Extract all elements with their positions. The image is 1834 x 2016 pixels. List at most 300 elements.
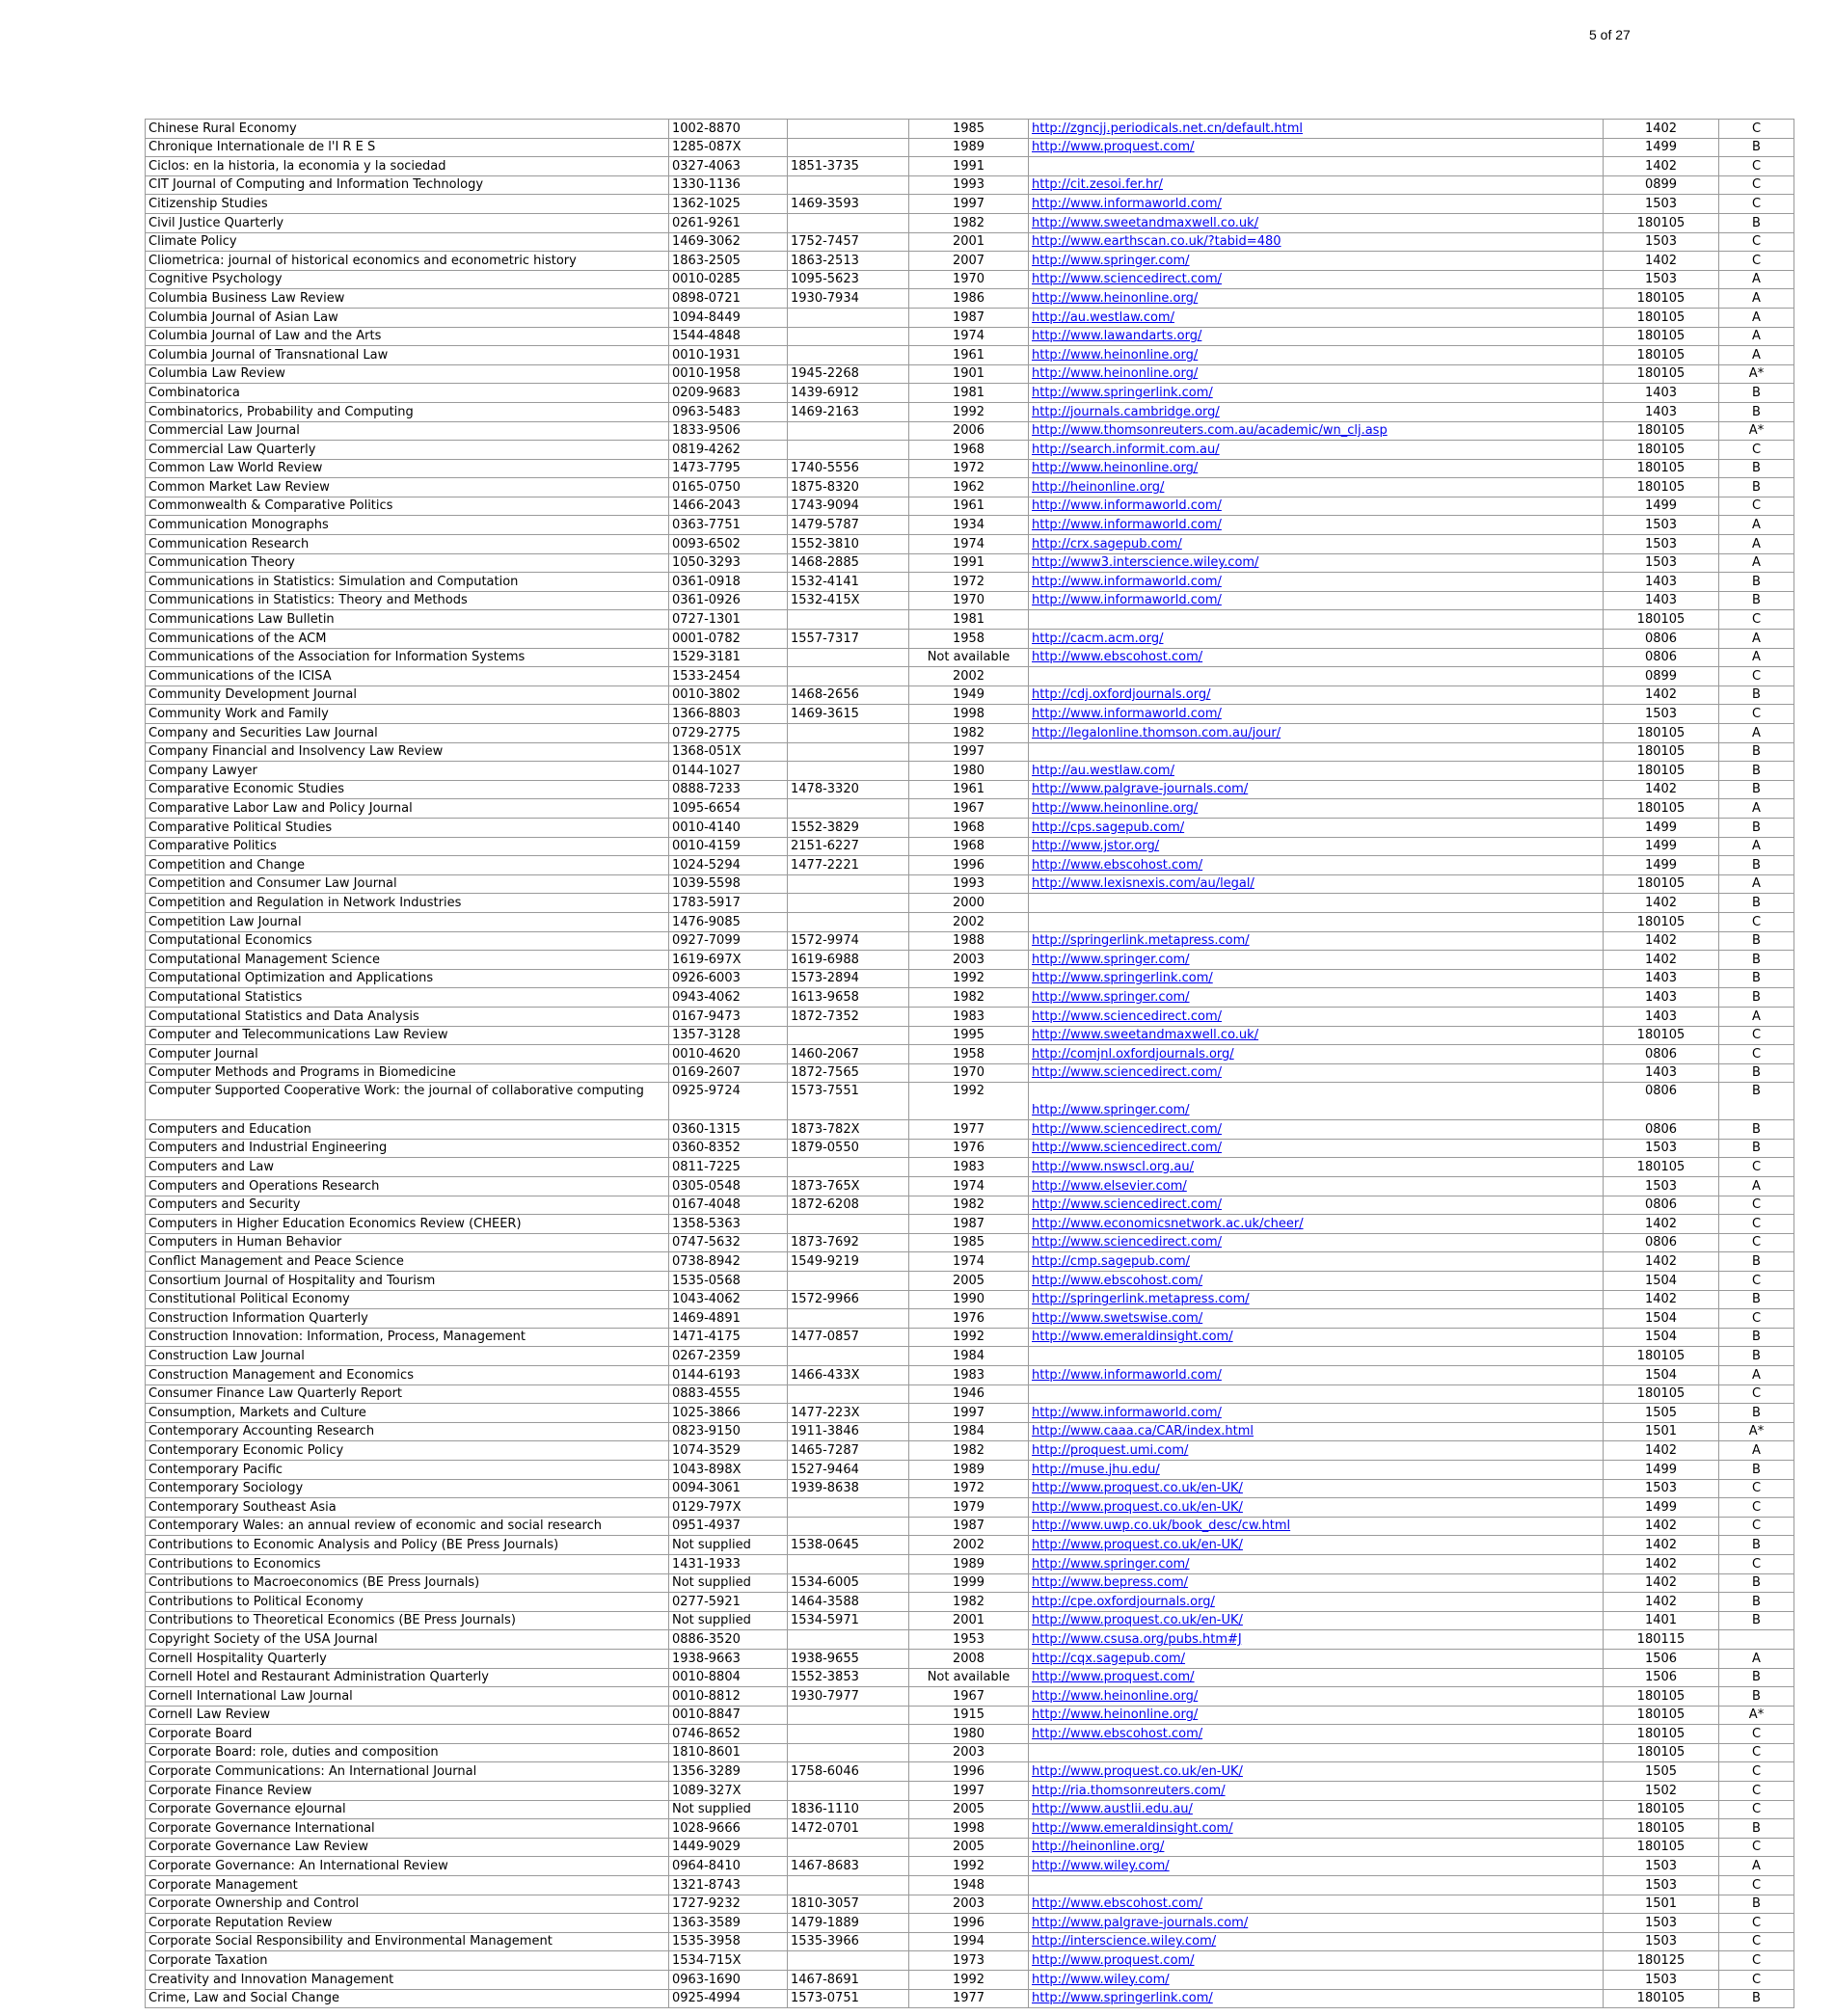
journal-title-cell: Company and Securities Law Journal xyxy=(146,724,669,743)
rank-cell: A xyxy=(1719,837,1794,856)
journal-url-link[interactable]: http://www.proquest.co.uk/en-UK/ xyxy=(1032,1613,1243,1628)
field-code-cell: 180105 xyxy=(1604,1158,1719,1177)
start-year-cell: 1996 xyxy=(909,1762,1029,1782)
journal-url-link[interactable]: http://www.informaworld.com/ xyxy=(1032,593,1222,608)
table-row xyxy=(146,1593,1794,1612)
journal-url-link[interactable]: http://legalonline.thomson.com.au/jour/ xyxy=(1032,725,1281,740)
journal-url-link[interactable]: http://www.jstor.org/ xyxy=(1032,839,1160,854)
table-row xyxy=(146,1762,1794,1782)
journal-title-cell: Cornell Hotel and Restaurant Administration Quarterly xyxy=(146,1668,669,1687)
journal-url-link[interactable]: http://interscience.wiley.com/ xyxy=(1032,1934,1217,1949)
journal-url-link[interactable]: http://www.proquest.com/ xyxy=(1032,1953,1195,1968)
eissn-cell: 1535-3966 xyxy=(788,1932,909,1951)
issn-cell: 0327-4063 xyxy=(669,157,788,176)
field-code-cell: 180105 xyxy=(1604,327,1719,346)
journal-url-link[interactable]: http://www.proquest.com/ xyxy=(1032,140,1195,155)
journal-url-link[interactable]: http://www.ebscohost.com/ xyxy=(1032,650,1203,665)
journal-url-link[interactable]: http://search.informit.com.au/ xyxy=(1032,442,1220,457)
url-cell xyxy=(1029,1422,1604,1441)
start-year-cell: 1992 xyxy=(909,1083,1029,1120)
start-year-cell: 2007 xyxy=(909,252,1029,271)
issn-cell: 1043-898X xyxy=(669,1460,788,1479)
field-code-cell: 1403 xyxy=(1604,1007,1719,1026)
journal-title-cell: Computer Supported Cooperative Work: the journal of collaborative computing xyxy=(146,1083,669,1120)
start-year-cell: 2005 xyxy=(909,1838,1029,1857)
issn-cell: 1863-2505 xyxy=(669,252,788,271)
journal-url-link[interactable]: http://zgncjj.periodicals.net.cn/default.html xyxy=(1032,121,1304,136)
table-row xyxy=(146,441,1794,460)
table-row xyxy=(146,724,1794,743)
field-code-cell: 1506 xyxy=(1604,1649,1719,1668)
journal-url-link[interactable]: http://www.proquest.co.uk/en-UK/ xyxy=(1032,1764,1243,1780)
issn-cell: Not supplied xyxy=(669,1800,788,1819)
journal-url-link[interactable]: http://www.caaa.ca/CAR/index.html xyxy=(1032,1424,1254,1439)
table-row xyxy=(146,874,1794,894)
rank-cell: C xyxy=(1719,1762,1794,1782)
table-row xyxy=(146,1668,1794,1687)
field-code-cell: 180105 xyxy=(1604,1026,1719,1045)
issn-cell: 0963-1690 xyxy=(669,1971,788,1990)
journal-url-link[interactable]: http://www.heinonline.org/ xyxy=(1032,1707,1199,1723)
field-code-cell: 1402 xyxy=(1604,1573,1719,1593)
issn-cell: 1544-4848 xyxy=(669,327,788,346)
url-cell xyxy=(1029,1479,1604,1498)
rank-cell: B xyxy=(1719,1536,1794,1555)
journal-url-link[interactable]: http://www.springer.com/ xyxy=(1032,952,1190,967)
eissn-cell: 1464-3588 xyxy=(788,1593,909,1612)
rank-cell: C xyxy=(1719,157,1794,176)
issn-cell: 0010-8804 xyxy=(669,1668,788,1687)
journal-title-cell: Computers and Education xyxy=(146,1120,669,1140)
start-year-cell: 1946 xyxy=(909,1384,1029,1404)
field-code-cell: 0899 xyxy=(1604,667,1719,686)
journal-url-link[interactable]: http://www.sciencedirect.com/ xyxy=(1032,1008,1223,1024)
journal-url-link[interactable]: http://www.proquest.co.uk/en-UK/ xyxy=(1032,1481,1243,1496)
journal-url-link[interactable]: http://www.heinonline.org/ xyxy=(1032,1688,1199,1704)
journal-url-link[interactable]: http://www.informaworld.com/ xyxy=(1032,518,1222,533)
journal-url-link[interactable]: http://www.proquest.com/ xyxy=(1032,1670,1195,1685)
eissn-cell xyxy=(788,874,909,894)
journal-title-cell: Community Development Journal xyxy=(146,685,669,705)
journal-url-link[interactable]: http://www.ebscohost.com/ xyxy=(1032,857,1203,873)
journal-url-link[interactable]: http://cdj.oxfordjournals.org/ xyxy=(1032,687,1211,703)
journal-url-link[interactable]: http://www.emeraldinsight.com/ xyxy=(1032,1330,1233,1345)
journal-rows xyxy=(146,120,1794,2008)
journal-url-link[interactable]: http://www.springer.com/ xyxy=(1032,989,1190,1005)
issn-cell: 1938-9663 xyxy=(669,1649,788,1668)
field-code-cell: 180105 xyxy=(1604,799,1719,819)
issn-cell: 1357-3128 xyxy=(669,1026,788,1045)
rank-cell: B xyxy=(1719,478,1794,497)
field-code-cell: 1499 xyxy=(1604,497,1719,516)
journal-title-cell: Comparative Economic Studies xyxy=(146,780,669,799)
table-row xyxy=(146,762,1794,781)
issn-cell: 0165-0750 xyxy=(669,478,788,497)
issn-cell: 0747-5632 xyxy=(669,1233,788,1252)
url-cell xyxy=(1029,1668,1604,1687)
url-cell xyxy=(1029,610,1604,630)
issn-cell: 1330-1136 xyxy=(669,175,788,195)
journal-url-link[interactable]: http://www.palgrave-journals.com/ xyxy=(1032,782,1249,797)
start-year-cell: 1993 xyxy=(909,175,1029,195)
journal-url-link[interactable]: http://au.westlaw.com/ xyxy=(1032,309,1174,325)
table-row xyxy=(146,1782,1794,1801)
eissn-cell: 1743-9094 xyxy=(788,497,909,516)
journal-title-cell: Competition Law Journal xyxy=(146,912,669,931)
issn-cell: 0144-1027 xyxy=(669,762,788,781)
eissn-cell: 1477-2221 xyxy=(788,856,909,875)
table-row xyxy=(146,1876,1794,1895)
start-year-cell: 2006 xyxy=(909,421,1029,441)
journal-url-link[interactable]: http://www.sciencedirect.com/ xyxy=(1032,1235,1223,1250)
journal-url-link[interactable]: http://cps.sagepub.com/ xyxy=(1032,820,1185,835)
url-cell xyxy=(1029,1914,1604,1933)
journal-url-link[interactable]: http://www3.interscience.wiley.com/ xyxy=(1032,555,1259,571)
journal-url-link[interactable]: http://www.elsevier.com/ xyxy=(1032,1178,1187,1194)
journal-url-link[interactable]: http://www.springer.com/ xyxy=(1032,253,1190,268)
issn-cell: 0144-6193 xyxy=(669,1366,788,1385)
url-cell xyxy=(1029,648,1604,667)
start-year-cell: 1967 xyxy=(909,1687,1029,1707)
journal-url-link[interactable]: http://www.informaworld.com/ xyxy=(1032,498,1222,514)
start-year-cell: 1974 xyxy=(909,327,1029,346)
eissn-cell xyxy=(788,1630,909,1650)
table-row xyxy=(146,1743,1794,1762)
journal-title-cell: Consumption, Markets and Culture xyxy=(146,1404,669,1423)
journal-url-link[interactable]: http://comjnl.oxfordjournals.org/ xyxy=(1032,1046,1234,1062)
table-row xyxy=(146,1687,1794,1707)
field-code-cell: 180105 xyxy=(1604,1838,1719,1857)
eissn-cell xyxy=(788,1838,909,1857)
rank-cell: C xyxy=(1719,1951,1794,1971)
url-cell xyxy=(1029,421,1604,441)
url-cell xyxy=(1029,573,1604,592)
field-code-cell: 180105 xyxy=(1604,1384,1719,1404)
issn-cell: 0943-4062 xyxy=(669,988,788,1008)
table-row xyxy=(146,1177,1794,1196)
eissn-cell xyxy=(788,1498,909,1518)
rank-cell: B xyxy=(1719,762,1794,781)
journal-url-link[interactable]: http://www.palgrave-journals.com/ xyxy=(1032,1915,1249,1930)
url-cell xyxy=(1029,931,1604,951)
issn-cell: 1363-3589 xyxy=(669,1914,788,1933)
journal-url-link[interactable]: http://www.swetswise.com/ xyxy=(1032,1310,1203,1326)
journal-url-link[interactable]: http://springerlink.metapress.com/ xyxy=(1032,933,1250,949)
journal-url-link[interactable]: http://www.ebscohost.com/ xyxy=(1032,1726,1203,1741)
issn-cell: 0926-6003 xyxy=(669,969,788,988)
journal-title-cell: Common Law World Review xyxy=(146,459,669,478)
issn-cell: 1466-2043 xyxy=(669,497,788,516)
eissn-cell: 1836-1110 xyxy=(788,1800,909,1819)
table-row xyxy=(146,516,1794,535)
journal-title-cell: Computational Statistics and Data Analysis xyxy=(146,1007,669,1026)
url-cell xyxy=(1029,252,1604,271)
eissn-cell: 1538-0645 xyxy=(788,1536,909,1555)
journal-url-link[interactable]: http://www.springerlink.com/ xyxy=(1032,1991,1213,2006)
eissn-cell xyxy=(788,327,909,346)
journal-url-link[interactable]: http://cacm.acm.org/ xyxy=(1032,631,1164,646)
url-cell xyxy=(1029,1366,1604,1385)
journal-title-cell: Computers in Human Behavior xyxy=(146,1233,669,1252)
field-code-cell: 1503 xyxy=(1604,270,1719,289)
issn-cell: 0925-9724 xyxy=(669,1083,788,1120)
rank-cell: C xyxy=(1719,1517,1794,1536)
journal-url-link[interactable]: http://journals.cambridge.org/ xyxy=(1032,404,1220,419)
journal-url-link[interactable]: http://www.earthscan.co.uk/?tabid=480 xyxy=(1032,234,1281,250)
field-code-cell: 1402 xyxy=(1604,894,1719,913)
journal-url-link[interactable]: http://www.sweetandmaxwell.co.uk/ xyxy=(1032,1028,1259,1043)
eissn-cell: 1873-782X xyxy=(788,1120,909,1140)
table-row xyxy=(146,1158,1794,1177)
issn-cell: 1028-9666 xyxy=(669,1819,788,1839)
journal-url-link[interactable]: http://proquest.umi.com/ xyxy=(1032,1442,1189,1458)
journal-url-link[interactable]: http://www.csusa.org/pubs.htm#J xyxy=(1032,1631,1242,1647)
journal-url-link[interactable]: http://www.informaworld.com/ xyxy=(1032,1367,1222,1383)
eissn-cell: 1619-6988 xyxy=(788,951,909,970)
journal-url-link[interactable]: http://cit.zesoi.fer.hr/ xyxy=(1032,177,1163,193)
journal-url-link[interactable]: http://www.uwp.co.uk/book_desc/cw.html xyxy=(1032,1519,1291,1534)
journal-url-link[interactable]: http://www.proquest.co.uk/en-UK/ xyxy=(1032,1537,1243,1552)
rank-cell: C xyxy=(1719,667,1794,686)
journal-url-link[interactable]: http://www.sciencedirect.com/ xyxy=(1032,1065,1223,1081)
journal-url-link[interactable]: http://www.sciencedirect.com/ xyxy=(1032,272,1223,287)
rank-cell: C xyxy=(1719,1196,1794,1215)
url-cell xyxy=(1029,1347,1604,1366)
journal-title-cell: Community Work and Family xyxy=(146,705,669,724)
journal-url-link[interactable]: http://www.proquest.co.uk/en-UK/ xyxy=(1032,1499,1243,1515)
journal-url-link[interactable]: http://www.heinonline.org/ xyxy=(1032,347,1199,363)
journal-title-cell: Construction Innovation: Information, Process, Management xyxy=(146,1328,669,1347)
field-code-cell: 1503 xyxy=(1604,1932,1719,1951)
start-year-cell: 1967 xyxy=(909,799,1029,819)
journal-url-link[interactable]: http://www.bepress.com/ xyxy=(1032,1575,1189,1591)
issn-cell: 0167-9473 xyxy=(669,1007,788,1026)
issn-cell: 0823-9150 xyxy=(669,1422,788,1441)
journal-title-cell: Communications Law Bulletin xyxy=(146,610,669,630)
rank-cell: A xyxy=(1719,1007,1794,1026)
journal-url-link[interactable]: http://cpe.oxfordjournals.org/ xyxy=(1032,1594,1215,1609)
rank-cell: C xyxy=(1719,912,1794,931)
journal-url-link[interactable]: http://www.economicsnetwork.ac.uk/cheer/ xyxy=(1032,1216,1304,1231)
eissn-cell: 1872-6208 xyxy=(788,1196,909,1215)
rank-cell: B xyxy=(1719,1063,1794,1083)
journal-url-link[interactable]: http://www.informaworld.com/ xyxy=(1032,707,1222,721)
url-cell xyxy=(1029,1196,1604,1215)
start-year-cell: 1961 xyxy=(909,780,1029,799)
issn-cell: 1449-9029 xyxy=(669,1838,788,1857)
table-row xyxy=(146,1838,1794,1857)
issn-cell: 0129-797X xyxy=(669,1498,788,1518)
journal-title-cell: Corporate Ownership and Control xyxy=(146,1895,669,1914)
rank-cell: B xyxy=(1719,1083,1794,1120)
url-cell xyxy=(1029,1593,1604,1612)
journal-url-link[interactable]: http://www.informaworld.com/ xyxy=(1032,574,1222,589)
journal-url-link[interactable]: http://www.springer.com/ xyxy=(1032,1103,1190,1118)
journal-url-link[interactable]: http://www.heinonline.org/ xyxy=(1032,290,1199,306)
field-code-cell: 1402 xyxy=(1604,1215,1719,1234)
rank-cell: A* xyxy=(1719,364,1794,384)
journal-url-link[interactable]: http://www.springerlink.com/ xyxy=(1032,385,1213,400)
journal-url-link[interactable]: http://www.springerlink.com/ xyxy=(1032,971,1213,986)
field-code-cell: 180105 xyxy=(1604,441,1719,460)
journal-url-link[interactable]: http://www.springer.com/ xyxy=(1032,1556,1190,1572)
field-code-cell: 1503 xyxy=(1604,232,1719,252)
journal-title-cell: Competition and Regulation in Network Industries xyxy=(146,894,669,913)
issn-cell: 0883-4555 xyxy=(669,1384,788,1404)
journal-url-link[interactable]: http://www.heinonline.org/ xyxy=(1032,800,1199,816)
rank-cell: A xyxy=(1719,516,1794,535)
journal-title-cell: Corporate Governance eJournal xyxy=(146,1800,669,1819)
journal-url-link[interactable]: http://www.sciencedirect.com/ xyxy=(1032,1121,1223,1137)
start-year-cell: 1982 xyxy=(909,213,1029,232)
rank-cell: C xyxy=(1719,1876,1794,1895)
url-cell xyxy=(1029,1876,1604,1895)
url-cell xyxy=(1029,232,1604,252)
rank-cell: C xyxy=(1719,1725,1794,1744)
journal-url-link[interactable]: http://www.wiley.com/ xyxy=(1032,1972,1170,1987)
url-cell xyxy=(1029,308,1604,327)
journal-url-link[interactable]: http://www.lexisnexis.com/au/legal/ xyxy=(1032,876,1254,892)
url-cell xyxy=(1029,1517,1604,1536)
start-year-cell: 1997 xyxy=(909,1404,1029,1423)
field-code-cell: 1504 xyxy=(1604,1309,1719,1329)
journal-url-link[interactable]: http://cqx.sagepub.com/ xyxy=(1032,1651,1186,1666)
journal-url-link[interactable]: http://www.sciencedirect.com/ xyxy=(1032,1197,1223,1213)
eissn-cell: 1549-9219 xyxy=(788,1252,909,1272)
rank-cell: B xyxy=(1719,1819,1794,1839)
table-row xyxy=(146,364,1794,384)
field-code-cell: 0806 xyxy=(1604,1045,1719,1064)
rank-cell: B xyxy=(1719,402,1794,421)
start-year-cell: 1987 xyxy=(909,1215,1029,1234)
issn-cell: 1050-3293 xyxy=(669,553,788,573)
issn-cell: 0305-0548 xyxy=(669,1177,788,1196)
journal-url-link[interactable]: http://www.informaworld.com/ xyxy=(1032,1405,1222,1420)
rank-cell: C xyxy=(1719,610,1794,630)
journal-url-link[interactable]: http://www.sweetandmaxwell.co.uk/ xyxy=(1032,215,1259,230)
journal-url-link[interactable]: http://www.sciencedirect.com/ xyxy=(1032,1141,1223,1156)
field-code-cell: 180105 xyxy=(1604,289,1719,309)
eissn-cell: 1810-3057 xyxy=(788,1895,909,1914)
rank-cell: C xyxy=(1719,1233,1794,1252)
journal-url-link[interactable]: http://ria.thomsonreuters.com/ xyxy=(1032,1783,1226,1798)
journal-url-link[interactable]: http://heinonline.org/ xyxy=(1032,1840,1165,1855)
url-cell xyxy=(1029,1139,1604,1158)
start-year-cell: 1989 xyxy=(909,138,1029,157)
url-cell xyxy=(1029,988,1604,1008)
journal-title-cell: Conflict Management and Peace Science xyxy=(146,1252,669,1272)
rank-cell: C xyxy=(1719,252,1794,271)
table-row xyxy=(146,270,1794,289)
table-row xyxy=(146,1252,1794,1272)
start-year-cell: 2001 xyxy=(909,232,1029,252)
journal-url-link[interactable]: http://www.wiley.com/ xyxy=(1032,1859,1170,1874)
table-row xyxy=(146,685,1794,705)
rank-cell: B xyxy=(1719,894,1794,913)
start-year-cell: 2000 xyxy=(909,894,1029,913)
journal-url-link[interactable]: http://crx.sagepub.com/ xyxy=(1032,536,1182,551)
url-cell xyxy=(1029,1573,1604,1593)
url-cell xyxy=(1029,874,1604,894)
page-number: 5 of 27 xyxy=(1589,27,1631,42)
journal-title-cell: Creativity and Innovation Management xyxy=(146,1971,669,1990)
eissn-cell xyxy=(788,1725,909,1744)
journal-title-cell: Corporate Management xyxy=(146,1876,669,1895)
journal-title-cell: Construction Law Journal xyxy=(146,1347,669,1366)
field-code-cell: 1503 xyxy=(1604,1876,1719,1895)
rank-cell: B xyxy=(1719,459,1794,478)
eissn-cell: 1938-9655 xyxy=(788,1649,909,1668)
journal-url-link[interactable]: http://www.heinonline.org/ xyxy=(1032,461,1199,476)
field-code-cell: 0806 xyxy=(1604,630,1719,649)
url-cell xyxy=(1029,762,1604,781)
eissn-cell: 1873-765X xyxy=(788,1177,909,1196)
eissn-cell: 1930-7977 xyxy=(788,1687,909,1707)
journal-title-cell: Contemporary Accounting Research xyxy=(146,1422,669,1441)
rank-cell: C xyxy=(1719,1932,1794,1951)
start-year-cell: 1953 xyxy=(909,1630,1029,1650)
start-year-cell: 1980 xyxy=(909,1725,1029,1744)
journal-title-cell: Computers in Higher Education Economics Review (CHEER) xyxy=(146,1215,669,1234)
eissn-cell: 1467-8683 xyxy=(788,1857,909,1876)
journal-title-cell: Commonwealth & Comparative Politics xyxy=(146,497,669,516)
rank-cell: B xyxy=(1719,1593,1794,1612)
start-year-cell: 1996 xyxy=(909,856,1029,875)
journal-url-link[interactable]: http://www.austlii.edu.au/ xyxy=(1032,1802,1193,1817)
field-code-cell: 1402 xyxy=(1604,1441,1719,1461)
table-row xyxy=(146,1554,1794,1573)
journal-url-link[interactable]: http://www.informaworld.com/ xyxy=(1032,196,1222,211)
start-year-cell: 1973 xyxy=(909,1951,1029,1971)
table-row xyxy=(146,573,1794,592)
journal-url-link[interactable]: http://www.lawandarts.org/ xyxy=(1032,329,1202,344)
journal-title-cell: Contemporary Economic Policy xyxy=(146,1441,669,1461)
journal-title-cell: Citizenship Studies xyxy=(146,195,669,214)
start-year-cell: 1976 xyxy=(909,1139,1029,1158)
url-cell xyxy=(1029,1328,1604,1347)
issn-cell: 0010-4620 xyxy=(669,1045,788,1064)
journal-title-cell: Cornell International Law Journal xyxy=(146,1687,669,1707)
journal-url-link[interactable]: http://www.nswscl.org.au/ xyxy=(1032,1160,1195,1175)
url-cell xyxy=(1029,289,1604,309)
issn-cell: 1094-8449 xyxy=(669,308,788,327)
field-code-cell: 1503 xyxy=(1604,535,1719,554)
start-year-cell: 1985 xyxy=(909,120,1029,139)
journal-url-link[interactable]: http://muse.jhu.edu/ xyxy=(1032,1462,1160,1477)
rank-cell: B xyxy=(1719,1404,1794,1423)
table-row xyxy=(146,1083,1794,1120)
rank-cell: C xyxy=(1719,1800,1794,1819)
journal-url-link[interactable]: http://heinonline.org/ xyxy=(1032,479,1165,495)
url-cell xyxy=(1029,213,1604,232)
url-cell xyxy=(1029,724,1604,743)
field-code-cell: 1402 xyxy=(1604,951,1719,970)
rank-cell: A* xyxy=(1719,1706,1794,1725)
journal-url-link[interactable]: http://springerlink.metapress.com/ xyxy=(1032,1292,1250,1307)
journal-title-cell: Company Financial and Insolvency Law Review xyxy=(146,742,669,762)
journal-url-link[interactable]: http://www.heinonline.org/ xyxy=(1032,366,1199,382)
journal-url-link[interactable]: http://www.emeraldinsight.com/ xyxy=(1032,1820,1233,1836)
journal-title-cell: Columbia Journal of Asian Law xyxy=(146,308,669,327)
journal-url-link[interactable]: http://www.thomsonreuters.com.au/academic/wn_clj.asp xyxy=(1032,423,1388,439)
journal-url-link[interactable]: http://www.ebscohost.com/ xyxy=(1032,1273,1203,1288)
url-cell xyxy=(1029,157,1604,176)
journal-url-link[interactable]: http://www.ebscohost.com/ xyxy=(1032,1896,1203,1912)
eissn-cell xyxy=(788,1026,909,1045)
journal-url-link[interactable]: http://cmp.sagepub.com/ xyxy=(1032,1254,1191,1270)
table-row xyxy=(146,232,1794,252)
journal-url-link[interactable]: http://au.westlaw.com/ xyxy=(1032,763,1174,778)
